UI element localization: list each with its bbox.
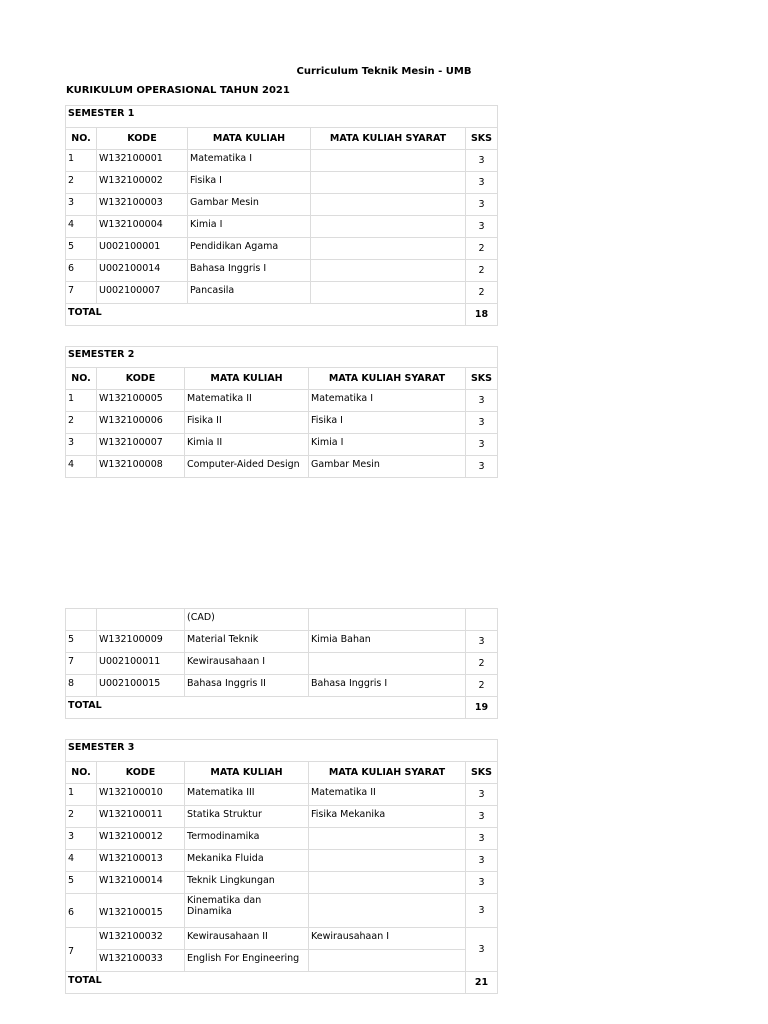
row-syarat: Gambar Mesin [309,456,466,478]
table-row [66,894,498,928]
row-kode: W132100001 [97,150,188,172]
row-sks: 2 [466,675,498,697]
header-sks: SKS [466,368,498,390]
row-sks: 3 [466,194,498,216]
header-kode: KODE [97,368,185,390]
row-syarat [311,194,466,216]
row-syarat: Fisika Mekanika [309,806,466,828]
row-no: 7 [66,928,97,972]
row-kode: W132100008 [97,456,185,478]
row-syarat [309,850,466,872]
row-sks: 3 [466,850,498,872]
total-value: 19 [466,697,498,719]
row-kode: W132100005 [97,390,185,412]
row-sks: 3 [466,894,498,928]
header-sks: SKS [466,128,498,150]
row-kode: W132100002 [97,172,188,194]
table-row [66,609,498,631]
semester-1-table [65,105,498,326]
table-row [66,928,498,950]
row-kode: W132100032 [97,928,185,950]
document-title: Curriculum Teknik Mesin - UMB [296,66,472,77]
row-sks: 3 [466,828,498,850]
row-sks: 3 [466,806,498,828]
row-no: 5 [66,631,97,653]
table-row [66,653,498,675]
row-sks: 2 [466,238,498,260]
row-kode: W132100014 [97,872,185,894]
header-mata-kuliah: MATA KULIAH [185,368,309,390]
row-syarat [309,828,466,850]
row-no: 3 [66,194,97,216]
semester-2-label: SEMESTER 2 [66,347,498,368]
row-mata-kuliah: Bahasa Inggris II [185,675,309,697]
row-syarat [311,238,466,260]
header-sks: SKS [466,762,498,784]
row-sks: 3 [466,216,498,238]
row-no: 3 [66,434,97,456]
semester-1-label: SEMESTER 1 [66,106,498,128]
row-sks: 2 [466,282,498,304]
table-row [66,828,498,850]
table-row [66,434,498,456]
row-kode: W132100004 [97,216,188,238]
row-sks: 3 [466,412,498,434]
row-sks: 3 [466,784,498,806]
table-row [66,675,498,697]
semester-2-table [65,346,498,478]
semester-3-label: SEMESTER 3 [66,740,498,762]
row-syarat [309,609,466,631]
row-mata-kuliah: Material Teknik [185,631,309,653]
row-syarat [309,653,466,675]
row-no: 7 [66,282,97,304]
row-sks: 3 [466,434,498,456]
header-syarat: MATA KULIAH SYARAT [311,128,466,150]
row-syarat [311,216,466,238]
semester-2-continued-table [65,608,498,719]
row-mata-kuliah: Fisika I [188,172,311,194]
row-mata-kuliah: (CAD) [185,609,309,631]
row-syarat: Kewirausahaan I [309,928,466,950]
row-sks: 2 [466,260,498,282]
row-syarat [309,894,466,928]
row-sks: 3 [466,456,498,478]
row-no: 5 [66,238,97,260]
header-kode: KODE [97,128,188,150]
total-label: TOTAL [66,304,466,326]
row-syarat: Matematika II [309,784,466,806]
header-no: NO. [66,368,97,390]
row-kode: U002100011 [97,653,185,675]
table-row [66,631,498,653]
row-mata-kuliah: Matematika I [188,150,311,172]
header-kode: KODE [97,762,185,784]
row-mata-kuliah: Kewirausahaan II [185,928,309,950]
row-syarat [311,282,466,304]
table-row [66,216,498,238]
row-kode: W132100033 [97,950,185,972]
total-value: 21 [466,972,498,994]
header-syarat: MATA KULIAH SYARAT [309,762,466,784]
table-row [66,784,498,806]
total-label: TOTAL [66,697,466,719]
row-sks: 3 [466,928,498,972]
row-no: 5 [66,872,97,894]
total-label: TOTAL [66,972,466,994]
table-row [66,282,498,304]
total-value: 18 [466,304,498,326]
row-syarat: Kimia Bahan [309,631,466,653]
row-kode: U002100015 [97,675,185,697]
row-mata-kuliah: Bahasa Inggris I [188,260,311,282]
row-kode: U002100001 [97,238,188,260]
row-no: 2 [66,806,97,828]
row-sks: 3 [466,150,498,172]
row-kode: W132100011 [97,806,185,828]
row-sks: 3 [466,631,498,653]
row-mata-kuliah: Mekanika Fluida [185,850,309,872]
row-syarat: Matematika I [309,390,466,412]
row-mata-kuliah: Statika Struktur [185,806,309,828]
row-kode: W132100009 [97,631,185,653]
header-mata-kuliah: MATA KULIAH [185,762,309,784]
table-row [66,260,498,282]
row-kode: W132100010 [97,784,185,806]
row-sks: 3 [466,872,498,894]
row-no: 4 [66,216,97,238]
row-syarat [309,872,466,894]
row-kode: W132100003 [97,194,188,216]
row-no: 2 [66,172,97,194]
row-kode: W132100015 [97,894,185,928]
table-row [66,872,498,894]
row-mata-kuliah: Matematika II [185,390,309,412]
document-subtitle: KURIKULUM OPERASIONAL TAHUN 2021 [66,85,290,96]
row-mata-kuliah: Pendidikan Agama [188,238,311,260]
header-syarat: MATA KULIAH SYARAT [309,368,466,390]
row-sks: 3 [466,172,498,194]
table-row [66,238,498,260]
row-mata-kuliah: Matematika III [185,784,309,806]
row-mata-kuliah: Teknik Lingkungan [185,872,309,894]
row-no: 2 [66,412,97,434]
row-syarat [311,260,466,282]
row-mata-kuliah: Kimia I [188,216,311,238]
row-no: 3 [66,828,97,850]
row-mata-kuliah: English For Engineering [185,950,309,972]
row-kode: U002100007 [97,282,188,304]
row-mata-kuliah: Termodinamika [185,828,309,850]
row-kode: U002100014 [97,260,188,282]
row-syarat: Kimia I [309,434,466,456]
row-kode: W132100012 [97,828,185,850]
row-syarat [311,172,466,194]
table-row [66,150,498,172]
row-sks: 3 [466,390,498,412]
row-syarat [311,150,466,172]
table-row [66,194,498,216]
row-mata-kuliah: Kewirausahaan I [185,653,309,675]
row-no: 1 [66,784,97,806]
row-kode: W132100013 [97,850,185,872]
row-syarat [309,950,466,972]
row-mata-kuliah: Fisika II [185,412,309,434]
row-mata-kuliah: Gambar Mesin [188,194,311,216]
table-row [66,412,498,434]
header-no: NO. [66,762,97,784]
row-no: 1 [66,150,97,172]
row-kode: W132100007 [97,434,185,456]
row-kode: W132100006 [97,412,185,434]
table-row [66,172,498,194]
row-sks: 2 [466,653,498,675]
row-no: 7 [66,653,97,675]
row-no: 4 [66,456,97,478]
row-no: 8 [66,675,97,697]
row-sks [466,609,498,631]
header-mata-kuliah: MATA KULIAH [188,128,311,150]
table-row [66,850,498,872]
row-syarat: Fisika I [309,412,466,434]
table-row [66,950,498,972]
table-row [66,456,498,478]
table-row [66,390,498,412]
header-no: NO. [66,128,97,150]
row-no: 4 [66,850,97,872]
row-mata-kuliah: Computer-Aided Design [185,456,309,478]
semester-3-table [65,739,498,994]
row-no: 6 [66,260,97,282]
row-syarat: Bahasa Inggris I [309,675,466,697]
table-row [66,806,498,828]
row-kode [97,609,185,631]
row-no [66,609,97,631]
row-mata-kuliah: Kinematika dan Dinamika [185,894,309,928]
row-no: 1 [66,390,97,412]
row-mata-kuliah: Pancasila [188,282,311,304]
row-no: 6 [66,894,97,928]
row-mata-kuliah: Kimia II [185,434,309,456]
